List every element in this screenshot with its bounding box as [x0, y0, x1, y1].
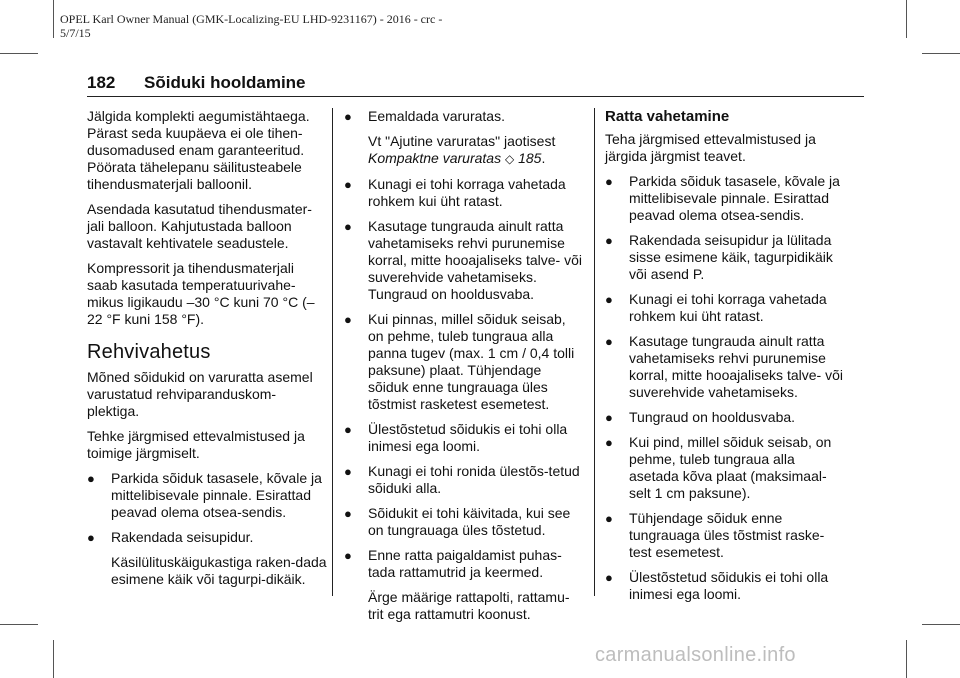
- list-item-text: Rakendada seisupidur ja lülitada sisse esimene käik, tagurpidikäik või asend P.: [629, 232, 833, 282]
- list-item-text: Parkida sõiduk tasasele, kõvale ja mittelibisevale pinnale. Esirattad peavad olema otsea-sendis.: [111, 470, 322, 520]
- crop-mark: [0, 624, 38, 625]
- list-item: [344, 108, 582, 125]
- list-item-text: Kasutage tungrauda ainult ratta vahetamiseks rehvi purunemise korral, mitte hooajaliseks talve- või suverehvide vahetamiseks. Tungraud on hooldusvaba.: [368, 218, 582, 302]
- heading-ratta-vahetamine: Ratta vahetamine: [605, 108, 730, 125]
- bullet-icon: ●: [344, 464, 352, 479]
- watermark: carmanualsonline.info: [595, 644, 796, 666]
- paragraph: Teha järgmised ettevalmistused ja järgida järgmist teavet.: [605, 131, 816, 164]
- bullet-icon: ●: [605, 435, 613, 450]
- column-1: [87, 108, 327, 596]
- paragraph: Mõned sõidukid on varuratta asemel varustatud rehviparanduskom-plektiga.: [87, 369, 313, 419]
- bullet-icon: ●: [344, 109, 352, 124]
- note-text: Vt "Ajutine varuratas" jaotisest: [368, 133, 556, 149]
- list-item-text: Kui pind, millel sõiduk seisab, on pehme, tuleb tungraua alla asetada kõva plaat (maksimaal-selt 1 cm paksune).: [629, 434, 832, 501]
- list-item-text: Tungraud on hooldusvaba.: [629, 409, 796, 425]
- list-item: [344, 311, 582, 413]
- list-item: [605, 333, 843, 401]
- list-item-text: Enne ratta paigaldamist puhas-tada rattamutrid ja keermed.: [368, 547, 562, 580]
- paragraph: Kompressorit ja tihendusmaterjali saab kasutada temperatuurivahe-mikus ligikaudu –30 °C kuni 70 °C (–22 °F kuni 158 °F).: [87, 260, 315, 327]
- list-item-text: Kunagi ei tohi ronida ülestõs-tetud sõiduki alla.: [368, 463, 580, 496]
- section-title: Sõiduki hooldamine: [144, 73, 306, 92]
- list-item-text: Kasutage tungrauda ainult ratta vahetamiseks rehvi purunemise korral, mitte hooajaliseks talve- või suverehvide vahetamiseks.: [629, 333, 843, 400]
- page-header: [87, 70, 864, 97]
- bullet-icon: ●: [87, 530, 95, 545]
- column-divider: [332, 108, 333, 596]
- list-item: [344, 547, 582, 581]
- bullet-icon: ●: [605, 570, 613, 585]
- bullet-icon: ●: [344, 506, 352, 521]
- heading-rehvivahetus: Rehvivahetus: [87, 341, 211, 363]
- paragraph: Asendada kasutatud tihendusmater-jali balloon. Kahjutustada balloon vastavalt kehtivatele seadustele.: [87, 201, 312, 251]
- list-item: [344, 176, 582, 210]
- list-item: [605, 409, 843, 426]
- list-item: [87, 470, 327, 521]
- cross-reference-link[interactable]: Kompaktne varuratas: [368, 150, 502, 166]
- period: .: [541, 150, 546, 166]
- paragraph: Jälgida komplekti aegumistähtaega. Pärast seda kuupäeva ei ole tihen-dusomadused enam garanteeritud. Pöörata tähelepanu säilitusteabele tihendusmaterjali balloonil.: [87, 108, 310, 192]
- bullet-icon: ●: [344, 219, 352, 234]
- page-number: 182: [87, 73, 116, 92]
- list-item-text: Kunagi ei tohi korraga vahetada rohkem kui üht ratast.: [629, 291, 827, 324]
- list-item: [344, 463, 582, 497]
- bullet-icon: ●: [605, 292, 613, 307]
- crop-mark: [922, 624, 960, 625]
- meta-line-2: 5/7/15: [60, 26, 91, 40]
- list-item: [344, 421, 582, 455]
- document-meta: [60, 12, 442, 40]
- list-item: [344, 505, 582, 539]
- list-item-text: Sõidukit ei tohi käivitada, kui see on tungrauaga üles tõstetud.: [368, 505, 571, 538]
- list-item-note: Käsilülituskäigukastiga raken-dada esimene käik või tagurpi-dikäik.: [111, 554, 327, 587]
- crop-mark: [53, 640, 54, 678]
- crop-mark: [0, 53, 38, 54]
- list-item-text: Kui pinnas, millel sõiduk seisab, on pehme, tuleb tungraua alla panna tugev (max. 1 cm / 0,4 tolli paksune) plaat. Tühjendage sõiduk enne tungrauaga üles tõstmist rasketest esemetest.: [368, 311, 575, 412]
- list-item-text: Eemaldada varuratas.: [368, 108, 505, 124]
- bullet-icon: ●: [344, 422, 352, 437]
- page-reference[interactable]: 185: [518, 150, 542, 166]
- column-divider: [594, 108, 595, 596]
- bullet-icon: ●: [344, 312, 352, 327]
- list-item: [605, 232, 843, 283]
- crop-mark: [53, 0, 54, 38]
- meta-line-1: OPEL Karl Owner Manual (GMK-Localizing-EU LHD-9231167) - 2016 - crc -: [60, 12, 443, 26]
- crop-mark: [922, 53, 960, 54]
- list-item: [344, 218, 582, 303]
- list-item-text: Kunagi ei tohi korraga vahetada rohkem kui üht ratast.: [368, 176, 566, 209]
- list-item: [605, 434, 843, 502]
- paragraph: Tehke järgmised ettevalmistused ja toimige järgmiselt.: [87, 428, 305, 461]
- crop-mark: [906, 640, 907, 678]
- bullet-icon: ●: [605, 174, 613, 189]
- bullet-icon: ●: [344, 177, 352, 192]
- list-item-text: Ülestõstetud sõidukis ei tohi olla inimesi ega loomi.: [629, 569, 829, 602]
- bullet-icon: ●: [344, 548, 352, 563]
- page-reference-icon: ◇: [504, 152, 515, 166]
- list-item: [605, 173, 843, 224]
- list-item-note: [344, 133, 582, 168]
- list-item: [605, 569, 843, 603]
- list-item-text: Rakendada seisupidur.: [111, 529, 254, 545]
- list-item-text: Tühjendage sõiduk enne tungrauaga üles tõstmist raske-test esemetest.: [629, 510, 825, 560]
- crop-mark: [906, 0, 907, 38]
- list-item-text: Parkida sõiduk tasasele, kõvale ja mittelibisevale pinnale. Esirattad peavad olema otsea-sendis.: [629, 173, 840, 223]
- bullet-icon: ●: [605, 334, 613, 349]
- list-item-text: Ülestõstetud sõidukis ei tohi olla inimesi ega loomi.: [368, 421, 568, 454]
- column-3: [605, 108, 843, 611]
- list-item: [87, 529, 327, 546]
- list-item: [605, 510, 843, 561]
- bullet-icon: ●: [605, 233, 613, 248]
- column-2: [344, 108, 582, 631]
- list-item: [605, 291, 843, 325]
- bullet-icon: ●: [605, 410, 613, 425]
- list-item-note: Ärge määrige rattapolti, rattamu-trit ega rattamutri koonust.: [368, 589, 570, 622]
- bullet-icon: ●: [87, 471, 95, 486]
- bullet-icon: ●: [605, 511, 613, 526]
